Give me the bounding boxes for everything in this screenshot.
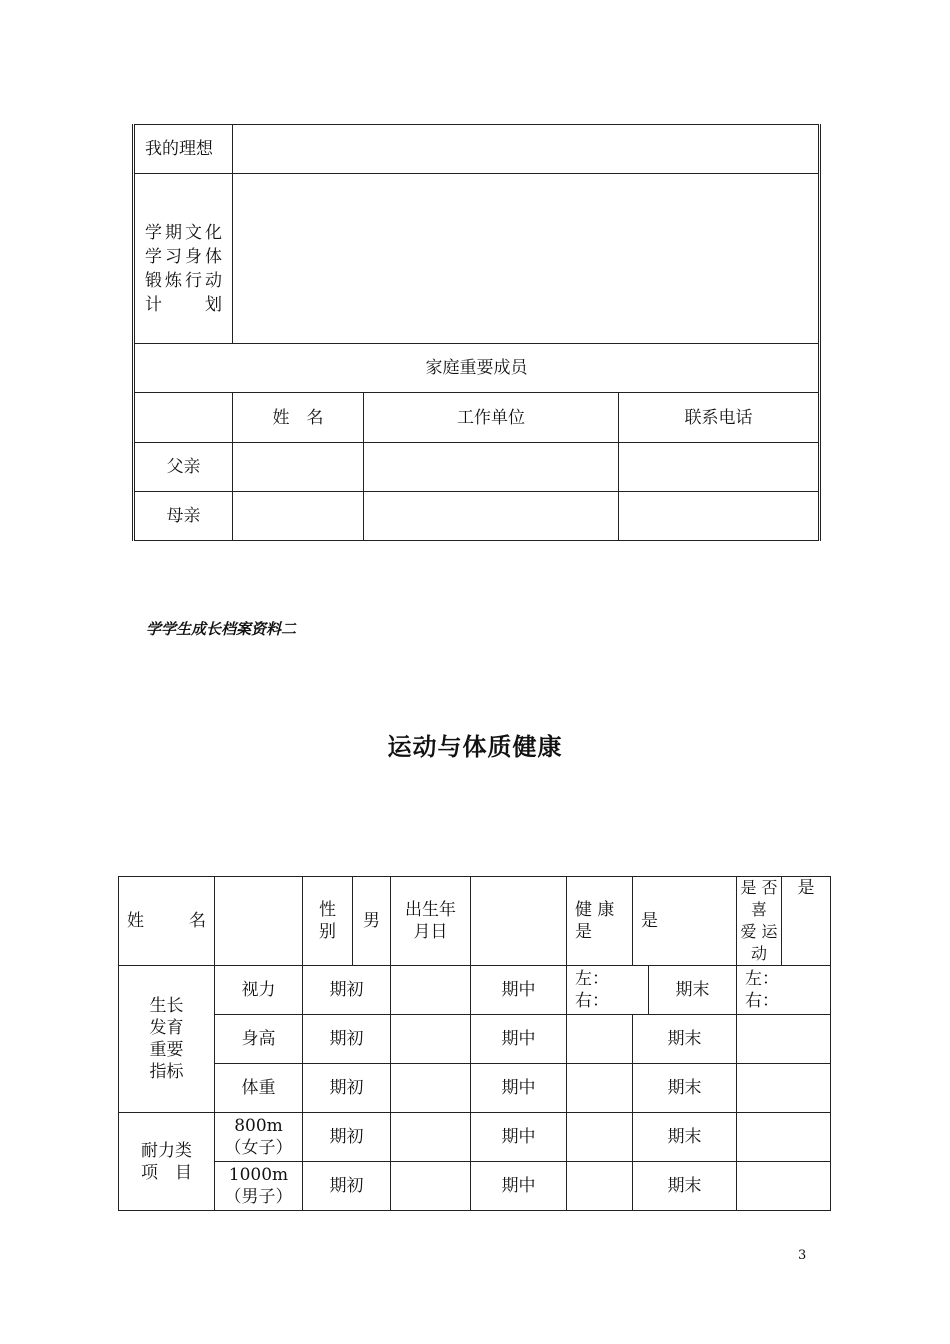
run1000-start-input[interactable] xyxy=(391,1162,471,1211)
weight-start-label: 期初 xyxy=(303,1064,391,1113)
birth-label: 出生年 月日 xyxy=(391,877,471,966)
col-phone-header: 联系电话 xyxy=(619,393,820,443)
mother-label: 母亲 xyxy=(134,492,233,541)
ideal-input[interactable] xyxy=(233,125,820,174)
run1000-end-label: 期末 xyxy=(633,1162,737,1211)
run1000-end-input[interactable] xyxy=(737,1162,831,1211)
vision-mid-input[interactable]: 左： 右： xyxy=(567,966,649,1015)
gender-value[interactable]: 男 xyxy=(353,877,391,966)
birth-input[interactable] xyxy=(471,877,567,966)
sport-value[interactable]: 是 xyxy=(782,877,831,966)
father-work-input[interactable] xyxy=(364,443,619,492)
study-plan-input[interactable] xyxy=(233,174,820,344)
ideal-label: 我的理想 xyxy=(134,125,233,174)
name-input[interactable] xyxy=(215,877,303,966)
mother-phone-input[interactable] xyxy=(619,492,820,541)
weight-end-input[interactable] xyxy=(737,1064,831,1113)
height-end-label: 期末 xyxy=(633,1015,737,1064)
archive-label: 学学生成长档案资料二 xyxy=(146,620,297,638)
col-name-header: 姓 名 xyxy=(233,393,364,443)
height-label: 身高 xyxy=(215,1015,303,1064)
growth-indicators-label: 生长 发育 重要 指标 xyxy=(119,966,215,1113)
run1000-mid-input[interactable] xyxy=(567,1162,633,1211)
weight-label: 体重 xyxy=(215,1064,303,1113)
run1000-start-label: 期初 xyxy=(303,1162,391,1211)
run800-end-input[interactable] xyxy=(737,1113,831,1162)
mother-name-input[interactable] xyxy=(233,492,364,541)
weight-mid-label: 期中 xyxy=(471,1064,567,1113)
vision-mid-label: 期中 xyxy=(471,966,567,1015)
gender-label: 性 别 xyxy=(303,877,353,966)
run800-mid-input[interactable] xyxy=(567,1113,633,1162)
run800-mid-label: 期中 xyxy=(471,1113,567,1162)
height-start-input[interactable] xyxy=(391,1015,471,1064)
run1000-label: 1000m （男子） xyxy=(215,1162,303,1211)
name-label: 姓 名 xyxy=(119,877,215,966)
sport-label: 是 否 喜 爱 运动 xyxy=(737,877,782,966)
study-plan-label: 学期文化 学习身体 锻炼行动 计 划 xyxy=(134,174,233,344)
father-name-input[interactable] xyxy=(233,443,364,492)
weight-mid-input[interactable] xyxy=(567,1064,633,1113)
height-mid-input[interactable] xyxy=(567,1015,633,1064)
page-number: 3 xyxy=(798,1248,807,1263)
vision-end-input[interactable]: 左： 右： xyxy=(737,966,831,1015)
father-label: 父亲 xyxy=(134,443,233,492)
mother-work-input[interactable] xyxy=(364,492,619,541)
section-title: 运动与体质健康 xyxy=(387,733,563,761)
family-members-header: 家庭重要成员 xyxy=(134,344,820,393)
fitness-health-table xyxy=(118,876,831,1211)
father-phone-input[interactable] xyxy=(619,443,820,492)
weight-end-label: 期末 xyxy=(633,1064,737,1113)
vision-start-input[interactable] xyxy=(391,966,471,1015)
run800-label: 800m （女子） xyxy=(215,1113,303,1162)
endurance-label: 耐力类 项 目 xyxy=(119,1113,215,1211)
vision-end-label: 期末 xyxy=(649,966,737,1015)
blank-header-cell xyxy=(134,393,233,443)
vision-start-label: 期初 xyxy=(303,966,391,1015)
health-value[interactable]: 是 xyxy=(633,877,737,966)
run800-end-label: 期末 xyxy=(633,1113,737,1162)
run1000-mid-label: 期中 xyxy=(471,1162,567,1211)
height-mid-label: 期中 xyxy=(471,1015,567,1064)
height-end-input[interactable] xyxy=(737,1015,831,1064)
height-start-label: 期初 xyxy=(303,1015,391,1064)
weight-start-input[interactable] xyxy=(391,1064,471,1113)
run800-start-label: 期初 xyxy=(303,1113,391,1162)
col-work-header: 工作单位 xyxy=(364,393,619,443)
run800-start-input[interactable] xyxy=(391,1113,471,1162)
vision-label: 视力 xyxy=(215,966,303,1015)
personal-plan-table xyxy=(132,124,821,541)
health-label: 健 康 是 xyxy=(567,877,633,966)
